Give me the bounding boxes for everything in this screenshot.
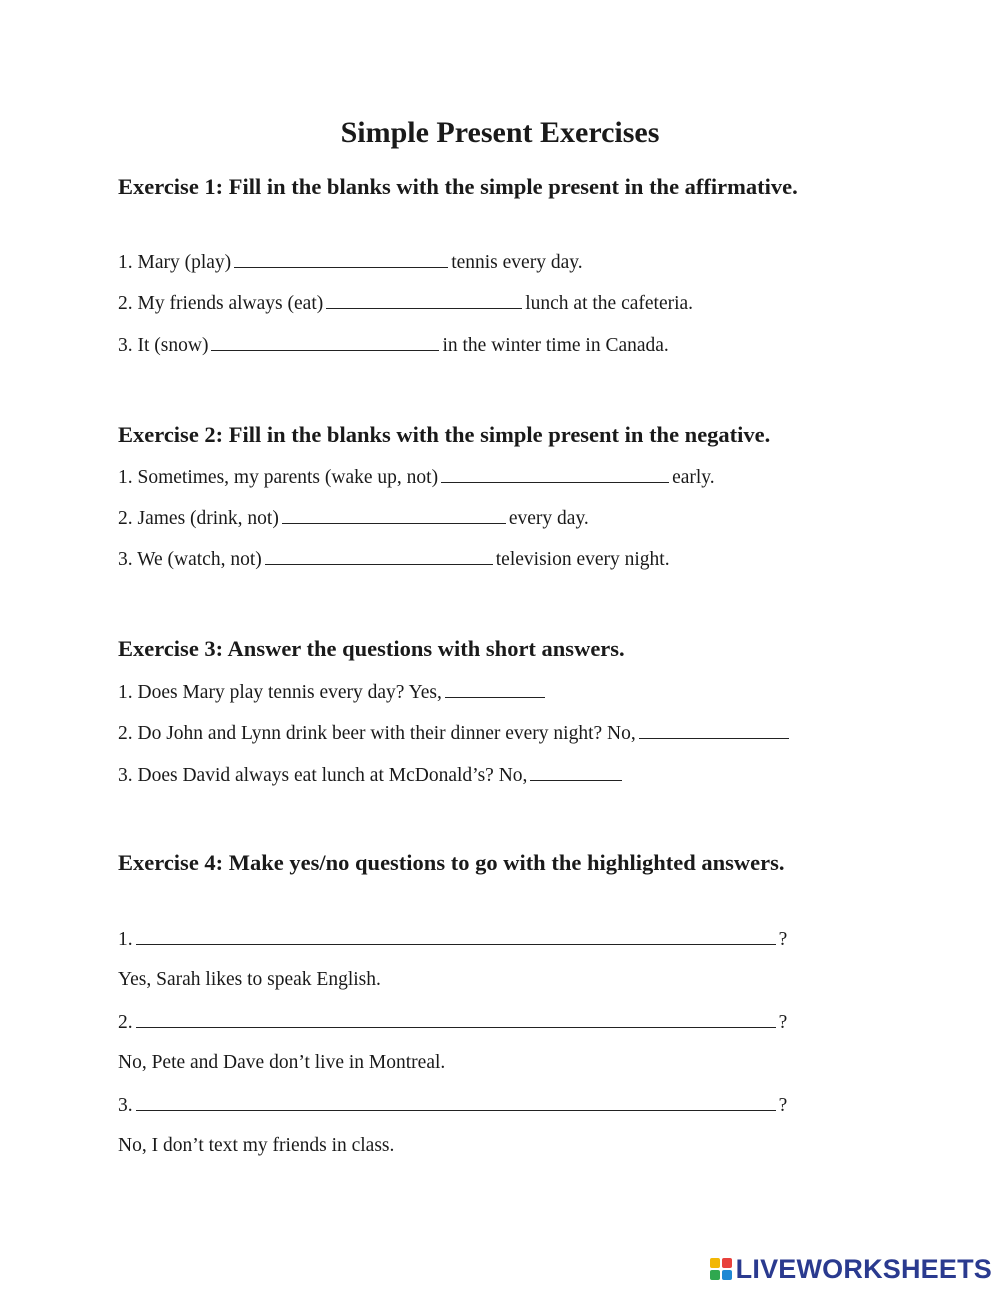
- exercise-1-heading: Exercise 1: Fill in the blanks with the simple present in the affirmative.: [118, 174, 798, 199]
- question-blank[interactable]: [136, 1093, 776, 1111]
- exercise-1-item-1: 1. Mary (play) tennis every day.: [118, 252, 583, 273]
- exercise-4-answer-2: No, Pete and Dave don’t live in Montreal.: [118, 1052, 446, 1073]
- answer-blank[interactable]: [530, 763, 622, 781]
- answer-blank[interactable]: [265, 547, 493, 565]
- exercise-3-item-2: 2. Do John and Lynn drink beer with their dinner every night? No,: [118, 721, 792, 746]
- exercise-2-heading: Exercise 2: Fill in the blanks with the simple present in the negative.: [118, 422, 771, 447]
- exercise-4-question-3: 3. ?: [118, 1095, 788, 1116]
- exercise-3-heading: Exercise 3: Answer the questions with short answers.: [118, 636, 625, 661]
- question-blank[interactable]: [136, 927, 776, 945]
- answer-blank[interactable]: [326, 291, 522, 309]
- exercise-4-question-2: 2. ?: [118, 1012, 788, 1033]
- exercise-3-item-3: 3. Does David always eat lunch at McDonald’s? No,: [118, 763, 625, 788]
- answer-blank[interactable]: [282, 506, 506, 524]
- answer-blank[interactable]: [441, 465, 669, 483]
- logo-text: LIVEWORKSHEETS: [735, 1253, 992, 1284]
- liveworksheets-logo[interactable]: [710, 1254, 992, 1284]
- exercise-1-item-3: 3. It (snow) in the winter time in Canada.: [118, 335, 669, 356]
- exercise-2-item-3: 3. We (watch, not) television every night.: [118, 549, 670, 570]
- answer-blank[interactable]: [639, 721, 789, 739]
- exercise-4-answer-3: No, I don’t text my friends in class.: [118, 1135, 395, 1156]
- answer-blank[interactable]: [234, 250, 448, 268]
- question-blank[interactable]: [136, 1010, 776, 1028]
- answer-blank[interactable]: [445, 680, 545, 698]
- liveworksheets-logo-icon: [710, 1258, 732, 1280]
- answer-blank[interactable]: [211, 333, 439, 351]
- exercise-2-item-2: 2. James (drink, not) every day.: [118, 508, 589, 529]
- exercise-2-item-1: 1. Sometimes, my parents (wake up, not) early.: [118, 467, 715, 488]
- exercise-4-question-1: 1. ?: [118, 929, 788, 950]
- exercise-4-heading: Exercise 4: Make yes/no questions to go with the highlighted answers.: [118, 850, 785, 875]
- exercise-1-item-2: 2. My friends always (eat) lunch at the cafeteria.: [118, 293, 694, 314]
- page-title: Simple Present Exercises: [340, 116, 660, 149]
- exercise-3-item-1: 1. Does Mary play tennis every day? Yes,: [118, 680, 548, 705]
- exercise-4-answer-1: Yes, Sarah likes to speak English.: [118, 969, 381, 990]
